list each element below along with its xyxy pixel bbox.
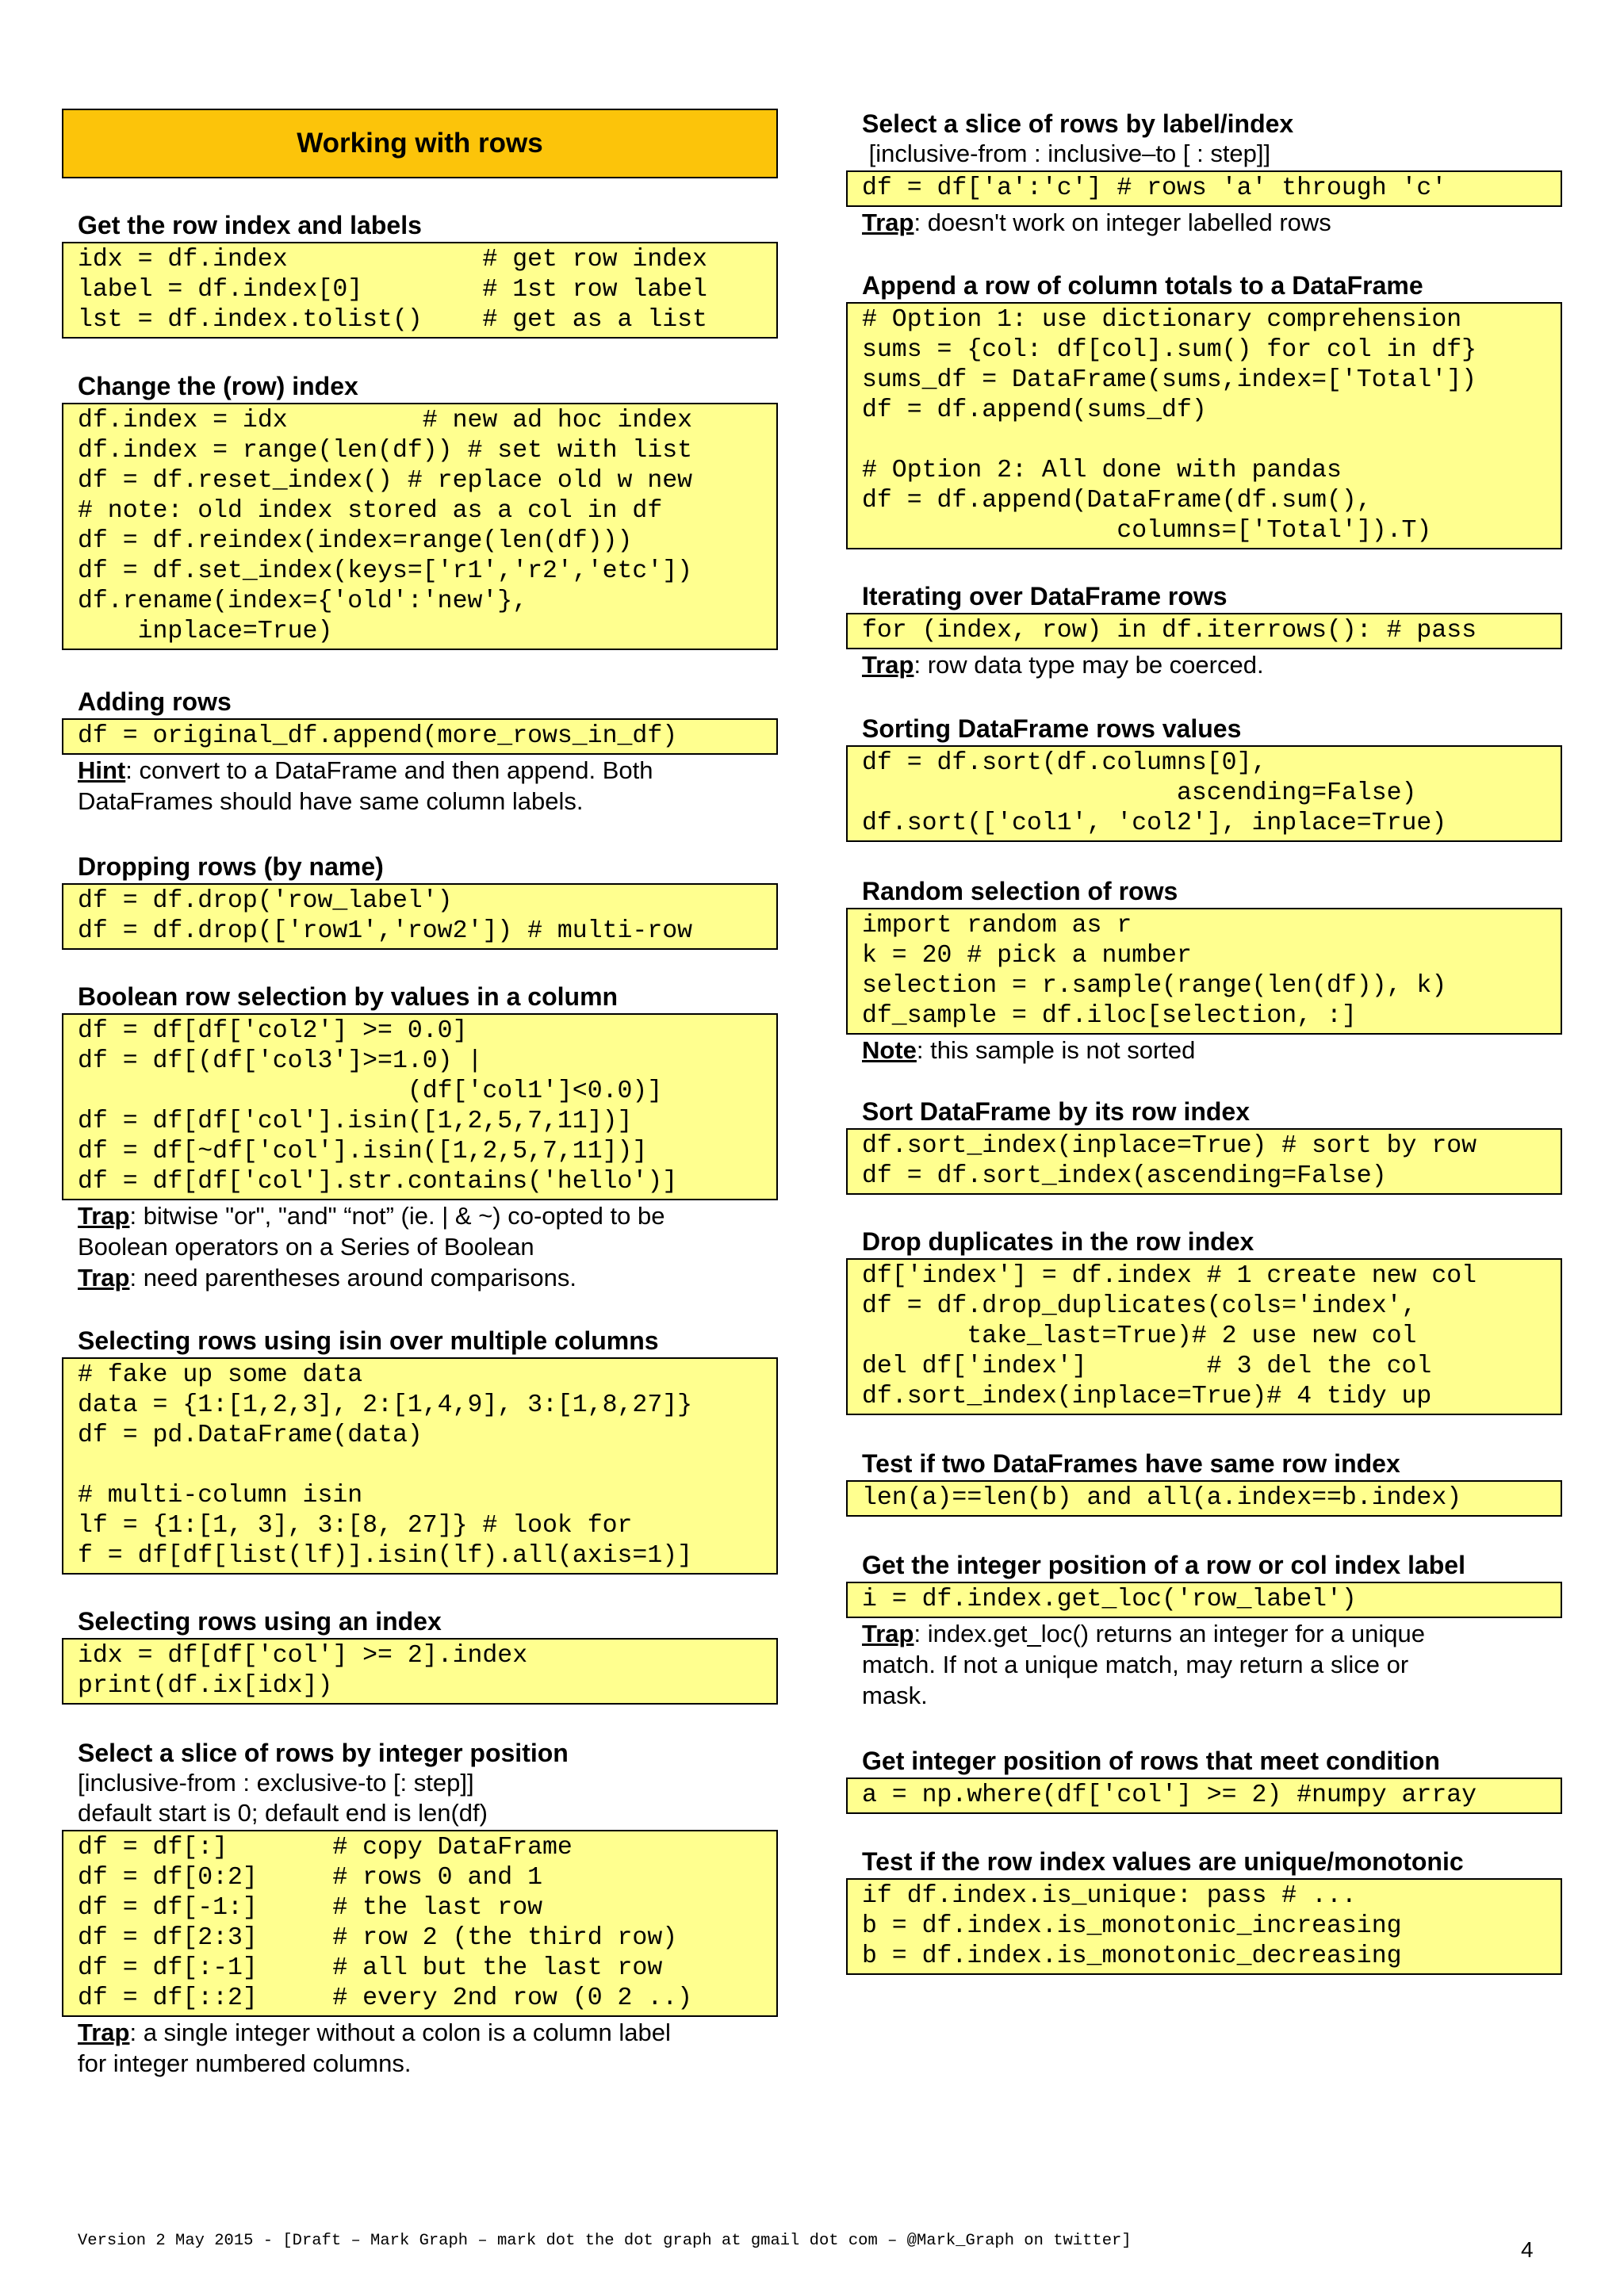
section-adding-rows xyxy=(62,687,778,817)
section-heading: Select a slice of rows by label/index xyxy=(862,109,1294,138)
code-line: df = original_df.append(more_rows_in_df) xyxy=(78,722,678,750)
section-heading: Adding rows xyxy=(78,687,232,716)
code-line: b = df.index.is_monotonic_increasing xyxy=(862,1912,1402,1940)
note-keyword: Trap xyxy=(78,1202,130,1230)
section-heading: Selecting rows using an index xyxy=(78,1607,442,1636)
note-text: Boolean operators on a Series of Boolean xyxy=(78,1233,534,1261)
code-line: df.rename(index={'old':'new'}, xyxy=(78,587,528,615)
note-keyword: Trap xyxy=(862,209,914,236)
code-line: df = df[(df['col3']>=1.0) | xyxy=(78,1047,483,1075)
code-line: k = 20 # pick a number xyxy=(862,942,1192,970)
section-heading: Get the row index and labels xyxy=(78,211,422,239)
note-keyword: Trap xyxy=(78,2019,130,2046)
code-block xyxy=(846,1128,1562,1195)
code-line: label = df.index[0] # 1st row label xyxy=(78,276,707,304)
code-line: df = df.reindex(index=range(len(df))) xyxy=(78,527,633,555)
code-line: df = df.append(sums_df) xyxy=(862,396,1207,424)
code-line: df = df.reset_index() # replace old w new xyxy=(78,467,693,495)
code-line: df = df[:] # copy DataFrame xyxy=(78,1834,573,1862)
section-heading: Dropping rows (by name) xyxy=(78,852,384,881)
note-text: : need parentheses around comparisons. xyxy=(129,1264,576,1292)
code-line: df = df[~df['col'].isin([1,2,5,7,11])] xyxy=(78,1138,648,1165)
banner-title: Working with rows xyxy=(297,128,543,159)
code-line: import random as r xyxy=(862,912,1132,939)
page-number: 4 xyxy=(1521,2237,1534,2262)
code-line: df = df['a':'c'] # rows 'a' through 'c' xyxy=(862,174,1447,202)
note-keyword: Trap xyxy=(862,1620,914,1647)
code-line: (df['col1']<0.0)] xyxy=(78,1077,663,1105)
note-trap xyxy=(862,1618,1562,1711)
code-block xyxy=(846,1777,1562,1814)
code-line: df = pd.DataFrame(data) xyxy=(78,1422,423,1449)
code-block xyxy=(846,1480,1562,1517)
section-iterating-rows xyxy=(846,581,1562,680)
section-heading: Get the integer position of a row or col index label xyxy=(862,1551,1465,1579)
code-line: # note: old index stored as a col in df xyxy=(78,497,663,525)
code-line: df = df.set_index(keys=['r1','r2','etc']) xyxy=(78,557,693,585)
code-line: i = df.index.get_loc('row_label') xyxy=(862,1586,1357,1613)
section-dropping-rows xyxy=(62,851,778,950)
section-random-selection xyxy=(846,876,1562,1066)
code-block xyxy=(62,883,778,950)
section-position-condition xyxy=(846,1746,1562,1814)
code-block xyxy=(846,302,1562,549)
code-line: sums = {col: df[col].sum() for col in df} xyxy=(862,336,1477,364)
section-append-totals xyxy=(846,270,1562,549)
code-block xyxy=(846,745,1562,842)
note-trap xyxy=(862,649,1562,680)
footer-text: Version 2 May 2015 - [Draft – Mark Graph – mark dot the dot graph at gmail dot com – @Mark_Graph on twitter] xyxy=(78,2232,1132,2250)
code-line: take_last=True)# 2 use new col xyxy=(862,1322,1417,1350)
code-line: df = df.append(DataFrame(df.sum(), xyxy=(862,487,1372,515)
code-line: idx = df.index # get row index xyxy=(78,246,707,274)
section-change-index xyxy=(62,371,778,650)
code-line xyxy=(862,426,1561,456)
note-text: match. If not a unique match, may return a slice or xyxy=(862,1651,1409,1678)
code-line: b = df.index.is_monotonic_decreasing xyxy=(862,1942,1402,1970)
note-text: : this sample is not sorted xyxy=(916,1036,1196,1064)
section-heading: Test if the row index values are unique/monotonic xyxy=(862,1847,1464,1876)
note-keyword: Hint xyxy=(78,756,126,784)
section-heading: Sorting DataFrame rows values xyxy=(862,714,1242,743)
section-heading: Selecting rows using isin over multiple columns xyxy=(78,1326,659,1355)
code-line: f = df[df[list(lf)].isin(lf).all(axis=1)] xyxy=(78,1542,693,1570)
code-line: df = df.drop(['row1','row2']) # multi-row xyxy=(78,917,693,945)
code-line: df = df[2:3] # row 2 (the third row) xyxy=(78,1924,678,1952)
code-line: idx = df[df['col'] >= 2].index xyxy=(78,1642,528,1670)
code-line xyxy=(78,1451,776,1481)
section-unique-monotonic xyxy=(846,1846,1562,1975)
section-subtext: [inclusive-from : exclusive-to [: step]] xyxy=(78,1769,474,1797)
code-line: # multi-column isin xyxy=(78,1482,363,1510)
code-line: df.sort(['col1', 'col2'], inplace=True) xyxy=(862,809,1447,837)
section-subtext: default start is 0; default end is len(df) xyxy=(78,1799,488,1827)
code-line: selection = r.sample(range(len(df)), k) xyxy=(862,972,1447,1000)
section-slice-label xyxy=(846,109,1562,238)
section-heading: Get integer position of rows that meet condition xyxy=(862,1747,1440,1775)
code-line: del df['index'] # 3 del the col xyxy=(862,1353,1432,1380)
code-line: lst = df.index.tolist() # get as a list xyxy=(78,306,707,334)
section-heading: Change the (row) index xyxy=(78,372,358,400)
note-trap xyxy=(78,2017,778,2079)
code-block xyxy=(62,718,778,755)
code-line: df = df.sort(df.columns[0], xyxy=(862,749,1267,777)
section-integer-position xyxy=(846,1550,1562,1711)
section-isin-multi xyxy=(62,1326,778,1575)
note-text: for integer numbered columns. xyxy=(78,2049,412,2077)
code-line: df.index = idx # new ad hoc index xyxy=(78,407,693,434)
code-line: df.sort_index(inplace=True)# 4 tidy up xyxy=(862,1383,1432,1410)
section-boolean-selection xyxy=(62,982,778,1293)
code-line: df = df.drop('row_label') xyxy=(78,887,453,915)
code-line: # Option 1: use dictionary comprehension xyxy=(862,306,1462,334)
section-banner xyxy=(62,109,778,178)
code-line: columns=['Total']).T) xyxy=(862,517,1432,545)
code-line: for (index, row) in df.iterrows(): # pass xyxy=(862,617,1477,645)
note-keyword: Trap xyxy=(78,1264,130,1292)
code-line: df.index = range(len(df)) # set with list xyxy=(78,437,693,465)
section-heading: Append a row of column totals to a DataFrame xyxy=(862,271,1423,300)
section-select-by-index xyxy=(62,1606,778,1705)
section-heading: Boolean row selection by values in a column xyxy=(78,982,619,1011)
code-block xyxy=(62,1013,778,1200)
section-drop-duplicates xyxy=(846,1226,1562,1415)
code-line: df['index'] = df.index # 1 create new col xyxy=(862,1262,1477,1290)
code-block xyxy=(62,1830,778,2017)
note-trap xyxy=(78,1200,778,1262)
note-text: DataFrames should have same column labels. xyxy=(78,787,584,815)
note-text: : row data type may be coerced. xyxy=(914,651,1264,679)
code-line: # Option 2: All done with pandas xyxy=(862,457,1342,484)
section-heading: Random selection of rows xyxy=(862,877,1178,905)
section-sort-index xyxy=(846,1096,1562,1195)
note-text: : index.get_loc() returns an integer for a unique xyxy=(914,1620,1425,1647)
note-text: : bitwise "or", "and" “not” (ie. | & ~) co-opted to be xyxy=(129,1202,665,1230)
note-hint xyxy=(78,755,778,817)
code-block xyxy=(62,1638,778,1705)
section-heading: Drop duplicates in the row index xyxy=(862,1227,1254,1256)
note-text: mask. xyxy=(862,1682,928,1709)
section-heading: Iterating over DataFrame rows xyxy=(862,582,1228,610)
code-block xyxy=(846,1582,1562,1618)
note-trap xyxy=(862,207,1562,238)
note-text: : a single integer without a colon is a column label xyxy=(129,2019,671,2046)
code-line: df = df[::2] # every 2nd row (0 2 ..) xyxy=(78,1984,693,2012)
section-subtext: [inclusive-from : inclusive–to [ : step]] xyxy=(862,140,1271,167)
note-trap xyxy=(78,1262,778,1293)
code-block xyxy=(846,1878,1562,1975)
code-block xyxy=(846,170,1562,207)
code-line: a = np.where(df['col'] >= 2) #numpy array xyxy=(862,1781,1477,1809)
code-block xyxy=(846,908,1562,1035)
code-line: df_sample = df.iloc[selection, :] xyxy=(862,1002,1357,1030)
code-block xyxy=(62,242,778,339)
note-text: : doesn't work on integer labelled rows xyxy=(914,209,1331,236)
code-line: print(df.ix[idx]) xyxy=(78,1672,333,1700)
code-block xyxy=(846,1258,1562,1415)
code-line: len(a)==len(b) and all(a.index==b.index) xyxy=(862,1484,1462,1512)
section-same-row-index xyxy=(846,1448,1562,1517)
section-heading: Test if two DataFrames have same row index xyxy=(862,1449,1400,1478)
code-line: data = {1:[1,2,3], 2:[1,4,9], 3:[1,8,27]} xyxy=(78,1391,693,1419)
code-line: inplace=True) xyxy=(78,618,333,645)
code-line: df = df[df['col'].isin([1,2,5,7,11])] xyxy=(78,1108,633,1135)
section-heading: Sort DataFrame by its row index xyxy=(862,1097,1251,1126)
code-block xyxy=(846,613,1562,649)
section-heading: Select a slice of rows by integer position xyxy=(78,1739,569,1767)
code-line: df = df.sort_index(ascending=False) xyxy=(862,1162,1387,1190)
code-line: df = df[:-1] # all but the last row xyxy=(78,1954,663,1982)
section-slice-integer xyxy=(62,1738,778,2079)
code-line: if df.index.is_unique: pass # ... xyxy=(862,1882,1357,1910)
code-line: sums_df = DataFrame(sums,index=['Total']) xyxy=(862,366,1477,394)
note-note xyxy=(862,1035,1562,1066)
code-line: df = df.drop_duplicates(cols='index', xyxy=(862,1292,1417,1320)
code-block xyxy=(62,1357,778,1575)
section-get-row-index xyxy=(62,210,778,339)
code-line: # fake up some data xyxy=(78,1361,363,1389)
code-line: df = df[df['col2'] >= 0.0] xyxy=(78,1017,468,1045)
note-text: : convert to a DataFrame and then append. Both xyxy=(125,756,653,784)
code-line: ascending=False) xyxy=(862,779,1417,807)
code-line: df = df[df['col'].str.contains('hello')] xyxy=(78,1168,678,1196)
code-line: df = df[0:2] # rows 0 and 1 xyxy=(78,1864,542,1892)
code-line: df = df[-1:] # the last row xyxy=(78,1894,542,1922)
code-block xyxy=(62,403,778,650)
code-line: df.sort_index(inplace=True) # sort by row xyxy=(862,1132,1477,1160)
note-keyword: Note xyxy=(862,1036,917,1064)
note-keyword: Trap xyxy=(862,651,914,679)
section-sorting-values xyxy=(846,714,1562,842)
code-line: lf = {1:[1, 3], 3:[8, 27]} # look for xyxy=(78,1512,633,1540)
